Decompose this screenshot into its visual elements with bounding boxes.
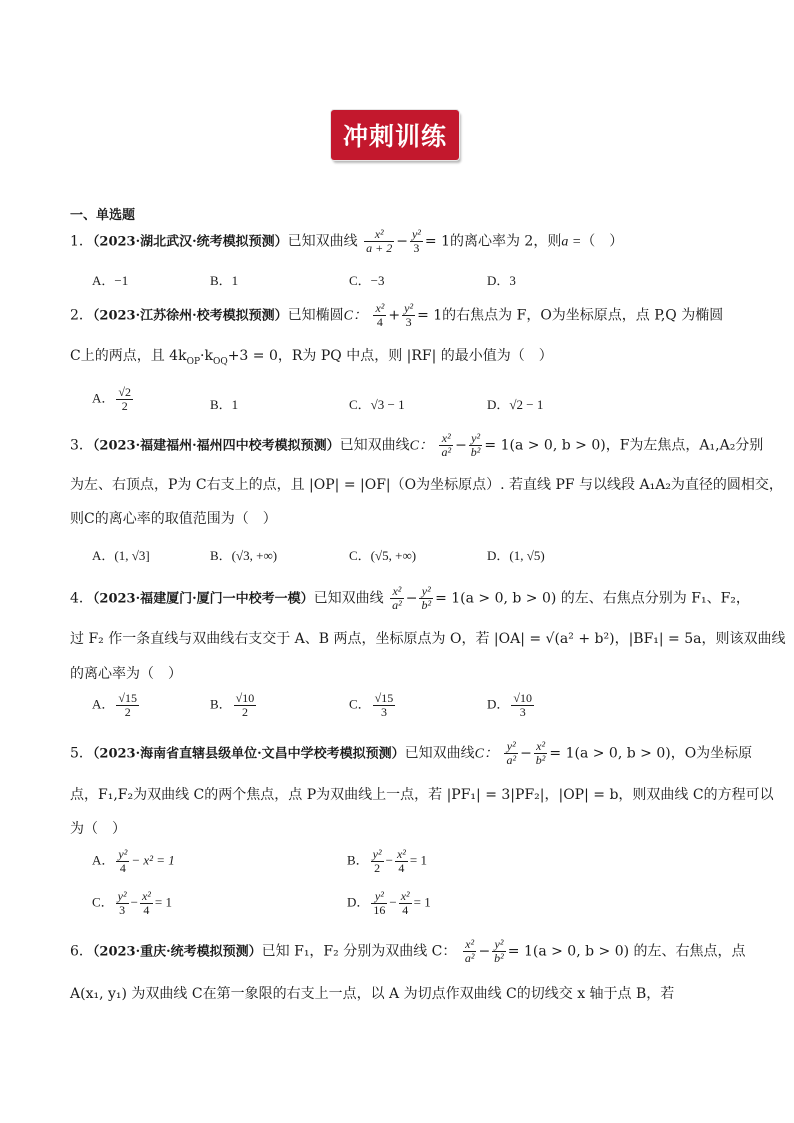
section-heading: 一、单选题	[70, 208, 136, 223]
question-5: 5．（2023·海南省直辖县级单位·文昌中学校考模拟预测）已知双曲线C： $\frac{\text{y²}}{\text{a²}}$ − $\frac{\text{x²}}{\text{b²}}$ = 1(a > 0, b > 0)，O为坐标原	[70, 739, 753, 767]
q3-line-2: 为左、右顶点，P为 C右支上的点，且 |OP| = |OF|（O为坐标原点）. 若直线 PF 与以线段 A₁A₂为直径的圆相交，	[70, 477, 783, 493]
q5-option-d[interactable]: D． $\frac{\text{y²}}{16}$ − $\frac{\text{x²}}{4}$ = 1	[347, 889, 431, 917]
q2-option-d[interactable]: D．√2 − 1	[487, 397, 544, 412]
q4-fraction-2: $\frac{\text{y²}}{\text{b²}}$	[421, 584, 432, 612]
q4-source: （2023·福建厦门·厦门一中校考一模）	[92, 591, 314, 607]
q3-option-d[interactable]: D．(1, √5)	[487, 548, 545, 563]
q6-fraction-2: $\frac{\text{y²}}{\text{b²}}$	[494, 937, 504, 965]
q4-option-a[interactable]: A． $\frac{√15}{2}$	[92, 691, 137, 719]
q1-option-c[interactable]: C．−3	[349, 273, 385, 288]
q2-fraction-2: $\frac{\text{y²}}{3}$	[404, 301, 414, 329]
q2-fraction-1: $\frac{\text{x²}}{4}$	[375, 301, 385, 329]
q3-line-3: 则C的离心率的取值范围为（ ）	[70, 511, 277, 527]
q6-fraction-1: $\frac{\text{x²}}{\text{a²}}$	[464, 937, 475, 965]
question-1: 1．（2023·湖北武汉·统考模拟预测）已知双曲线 $\frac{\text{x²}}{a + 2}$ − $\frac{\text{y²}}{3}$ = 1的离心率为 2，则a =（ ）	[70, 227, 624, 255]
q1-number: 1．	[70, 233, 93, 250]
q3-fraction-1: $\frac{\text{x²}}{\text{a²}}$	[441, 431, 452, 459]
q3-number: 3．	[70, 437, 93, 454]
q1-source: （2023·湖北武汉·统考模拟预测）	[92, 234, 288, 250]
q3-option-b[interactable]: B．(√3, +∞)	[210, 548, 278, 563]
q2-option-c[interactable]: C．√3 − 1	[349, 397, 405, 412]
question-2: 2．（2023·江苏徐州·校考模拟预测）已知椭圆C： $\frac{\text{x²}}{4}$ + $\frac{\text{y²}}{3}$ = 1的右焦点为 F，O为坐标原点，点 P,Q 为椭圆	[70, 301, 724, 329]
q4-fraction-1: $\frac{\text{x²}}{\text{a²}}$	[392, 584, 402, 612]
question-4: 4．（2023·福建厦门·厦门一中校考一模）已知双曲线 $\frac{\text{x²}}{\text{a²}}$ − $\frac{\text{y²}}{\text{b²}}$ = 1(a > 0, b > 0) 的左、右焦点分别为 F₁、F₂，	[70, 584, 750, 612]
q4-option-b[interactable]: B． $\frac{√10}{2}$	[210, 691, 255, 719]
q1-text: 已知双曲线	[287, 233, 358, 250]
question-6: 6．（2023·重庆·统考模拟预测）已知 F₁，F₂ 分别为双曲线 C： $\frac{\text{x²}}{\text{a²}}$ − $\frac{\text{y²}}{\text{b²}}$ = 1(a > 0, b > 0) 的左、右焦点，点	[70, 937, 746, 965]
q5-fraction-2: $\frac{\text{x²}}{\text{b²}}$	[535, 739, 546, 767]
q2-line-2: C上的两点，且 $4k_{OP}\cdot k_{OQ}+3 = 0$，R为 PQ 中点，则 |RF| 的最小值为（ ）	[70, 348, 553, 367]
q5-line-2: 点，F₁,F₂为双曲线 C的两个焦点，点 P为双曲线上一点，若 |PF₁| = 3|PF₂|，|OP| = b，则双曲线 C的方程可以	[70, 787, 774, 803]
q5-fraction-1: $\frac{\text{y²}}{\text{a²}}$	[506, 739, 517, 767]
q3-option-a[interactable]: A．(1, √3]	[92, 548, 150, 563]
q1-option-a[interactable]: A．−1	[92, 273, 129, 288]
q5-number: 5．	[70, 745, 93, 762]
q6-source: （2023·重庆·统考模拟预测）	[92, 944, 262, 960]
q4-option-d[interactable]: D． $\frac{√10}{3}$	[487, 691, 532, 719]
question-3: 3．（2023·福建福州·福州四中校考模拟预测）已知双曲线C： $\frac{\text{x²}}{\text{a²}}$ − $\frac{\text{y²}}{\text{b²}}$ = 1(a > 0, b > 0)，F为左焦点，A₁,A₂分别	[70, 431, 764, 459]
q3-option-c[interactable]: C．(√5, +∞)	[349, 548, 417, 563]
q2-number: 2．	[70, 307, 93, 324]
q4-line-3: 的离心率为（ ）	[70, 666, 182, 682]
q1-fraction-1: $\frac{\text{x²}}{a + 2}$	[366, 227, 393, 255]
q3-source: （2023·福建福州·福州四中校考模拟预测）	[92, 438, 340, 454]
q6-line-2: A(x₁, y₁) 为双曲线 C在第一象限的右支上一点，以 A 为切点作双曲线 C的切线交 x 轴于点 B，若	[70, 986, 675, 1002]
q1-fraction-2: $\frac{\text{y²}}{3}$	[411, 227, 421, 255]
q1-option-d[interactable]: D．3	[487, 273, 516, 288]
q2-option-b[interactable]: B．1	[210, 397, 239, 412]
banner-title: 冲刺训练	[342, 122, 447, 151]
q4-line-2: 过 F₂ 作一条直线与双曲线右支交于 A、B 两点，坐标原点为 O，若 |OA| = √(a² + b²)，|BF₁| = 5a，则该双曲线	[70, 631, 786, 647]
q6-number: 6．	[70, 943, 93, 960]
q1-option-b[interactable]: B．1	[210, 273, 239, 288]
q5-option-a[interactable]: A． $\frac{\text{y²}}{4}$ − x² = 1	[92, 847, 175, 875]
q4-number: 4．	[70, 590, 93, 607]
q5-line-3: 为（ ）	[70, 821, 126, 837]
q4-option-c[interactable]: C． $\frac{√15}{3}$	[349, 691, 394, 719]
q5-option-c[interactable]: C． $\frac{\text{y²}}{3}$ − $\frac{\text{x²}}{4}$ = 1	[92, 889, 172, 917]
q2-option-a[interactable]: A． $\frac{√2}{2}$	[92, 385, 131, 413]
q5-source: （2023·海南省直辖县级单位·文昌中学校考模拟预测）	[92, 746, 405, 762]
q2-source: （2023·江苏徐州·校考模拟预测）	[92, 308, 288, 324]
q3-fraction-2: $\frac{\text{y²}}{\text{b²}}$	[470, 431, 481, 459]
title-banner	[331, 110, 459, 160]
q5-option-b[interactable]: B． $\frac{\text{y²}}{2}$ − $\frac{\text{x²}}{4}$ = 1	[347, 847, 427, 875]
